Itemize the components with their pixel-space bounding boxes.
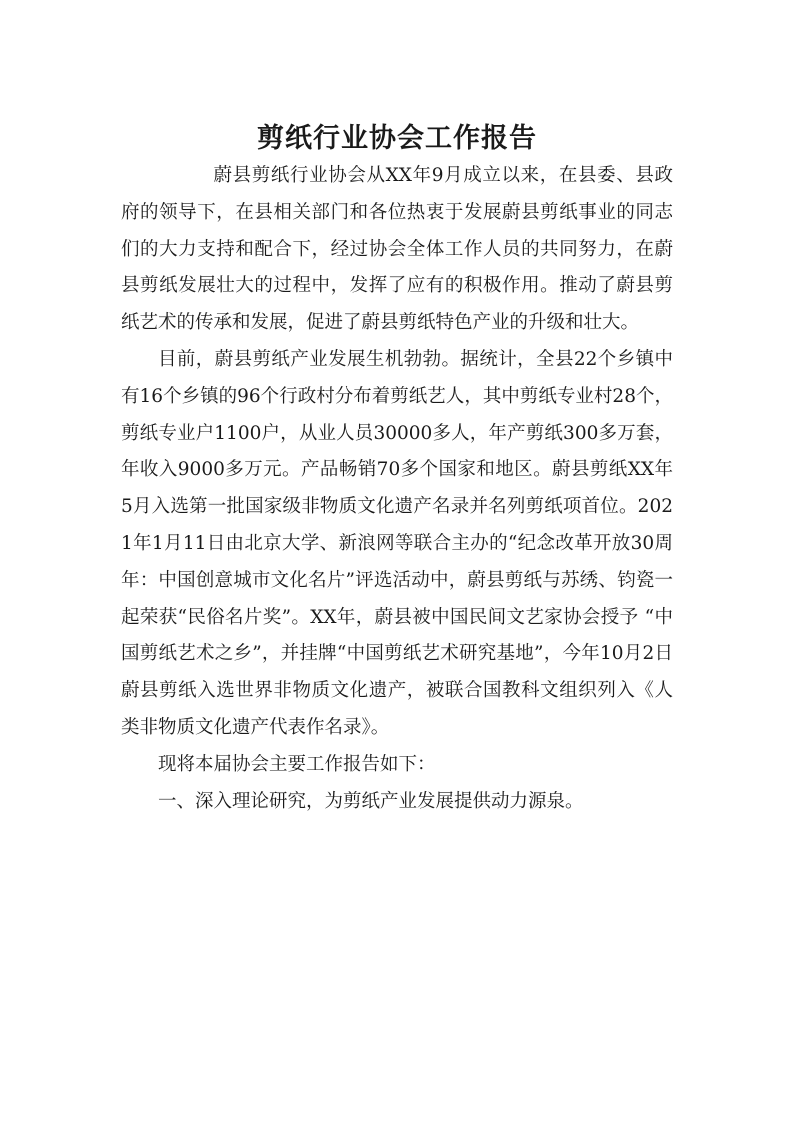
document-body	[121, 158, 673, 820]
section-heading-one: 一、深入理论研究，为剪纸产业发展提供动力源泉。	[158, 790, 584, 812]
paragraph-report-lead: 现将本届协会主要工作报告如下：	[158, 753, 436, 775]
paragraph-current-status: 目前，蔚县剪纸产业发展生机勃勃。据统计，全县22个乡镇中有16个乡镇的96个行政村分布着剪纸艺人，其中剪纸专业村28个，剪纸专业户1100户，从业人员30000多人，年产剪纸300多万套，年收入9000多万元。产品畅销70多个国家和地区。蔚县剪纸XX年5月入选第一批国家级非物质文化遗产名录并名列剪纸项首位。2021年1月11日由北京大学、新浪网等联合主办的“纪念改革开放30周年：中国创意城市文化名片”评选活动中，蔚县剪纸与苏绣、钧瓷一起荣获“民俗名片奖”。XX年，蔚县被中国民间文艺家协会授予 “中国剪纸艺术之乡”，并挂牌“中国剪纸艺术研究基地”，今年10月2日蔚县剪纸入选世界非物质文化遗产，被联合国教科文组织列入《人类非物质文化遗产代表作名录》。	[121, 348, 673, 738]
paragraph-introduction: 蔚县剪纸行业协会从XX年9月成立以来，在县委、县政府的领导下，在县相关部门和各位热衷于发展蔚县剪纸事业的同志们的大力支持和配合下，经过协会全体工作人员的共同努力，在蔚县剪纸发展壮大的过程中，发挥了应有的积极作用。推动了蔚县剪纸艺术的传承和发展，促进了蔚县剪纸特色产业的升级和壮大。	[121, 165, 673, 334]
document-title: 剪纸行业协会工作报告	[257, 123, 537, 155]
